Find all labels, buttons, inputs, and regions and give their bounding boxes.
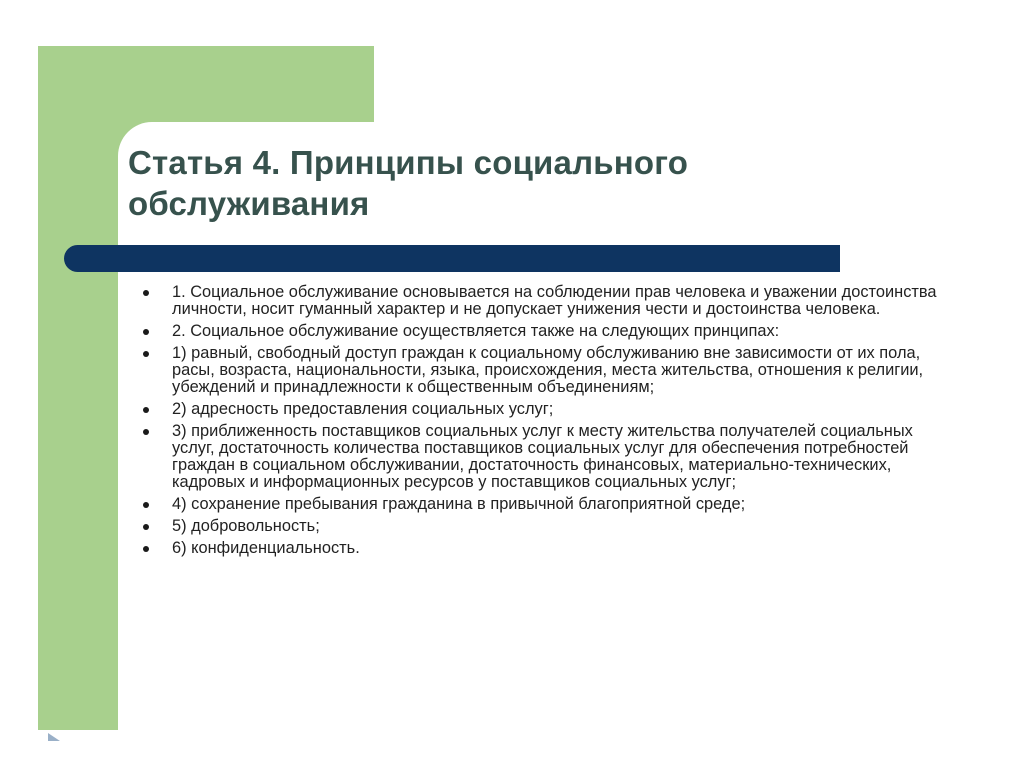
bullet-icon: [143, 290, 149, 296]
list-item-text: 5) добровольность;: [172, 517, 320, 535]
bullet-icon: [143, 502, 149, 508]
list-item-text: 6) конфиденциальность.: [172, 539, 360, 557]
bullet-list: [140, 284, 940, 562]
bullet-icon: [143, 329, 149, 335]
list-item-text: 2) адресность предоставления социальных услуг;: [172, 400, 554, 418]
bullet-icon: [143, 351, 149, 357]
list-item: [140, 540, 940, 557]
list-item: [140, 496, 940, 513]
corner-triangle-icon: [48, 733, 60, 741]
list-item: [140, 345, 940, 396]
list-item: [140, 401, 940, 418]
list-item-text: 3) приближенность поставщиков социальных услуг к месту жительства получателей социальных услуг, достаточность количества поставщиков социальных услуг для обеспечения потребностей граждан в социальном обслуживании, достаточность финансовых, материально-технических, кадровых и информационных ресурсов у поставщиков социальных услуг;: [172, 422, 913, 491]
list-item: [140, 323, 940, 340]
bullet-icon: [143, 524, 149, 530]
slide-title: Статья 4. Принципы социального обслуживания: [128, 144, 689, 222]
list-item-text: 4) сохранение пребывания гражданина в привычной благоприятной среде;: [172, 495, 746, 513]
title-underline-bar: [64, 245, 840, 272]
list-item: [140, 518, 940, 535]
bullet-icon: [143, 429, 149, 435]
list-item-text: 2. Социальное обслуживание осуществляется также на следующих принципах:: [172, 322, 780, 340]
bullet-icon: [143, 546, 149, 552]
list-item-text: 1. Социальное обслуживание основывается на соблюдении прав человека и уважении достоинства личности, носит гуманный характер и не допускает унижения чести и достоинства человека.: [172, 283, 937, 318]
bullet-icon: [143, 407, 149, 413]
list-item-text: 1) равный, свободный доступ граждан к социальному обслуживанию вне зависимости от их пола, расы, возраста, национальности, языка, происхождения, места жительства, отношения к религии, убеждений и принадлежности к общественным объединениям;: [172, 344, 924, 396]
list-item: [140, 284, 940, 318]
list-item: [140, 423, 940, 491]
